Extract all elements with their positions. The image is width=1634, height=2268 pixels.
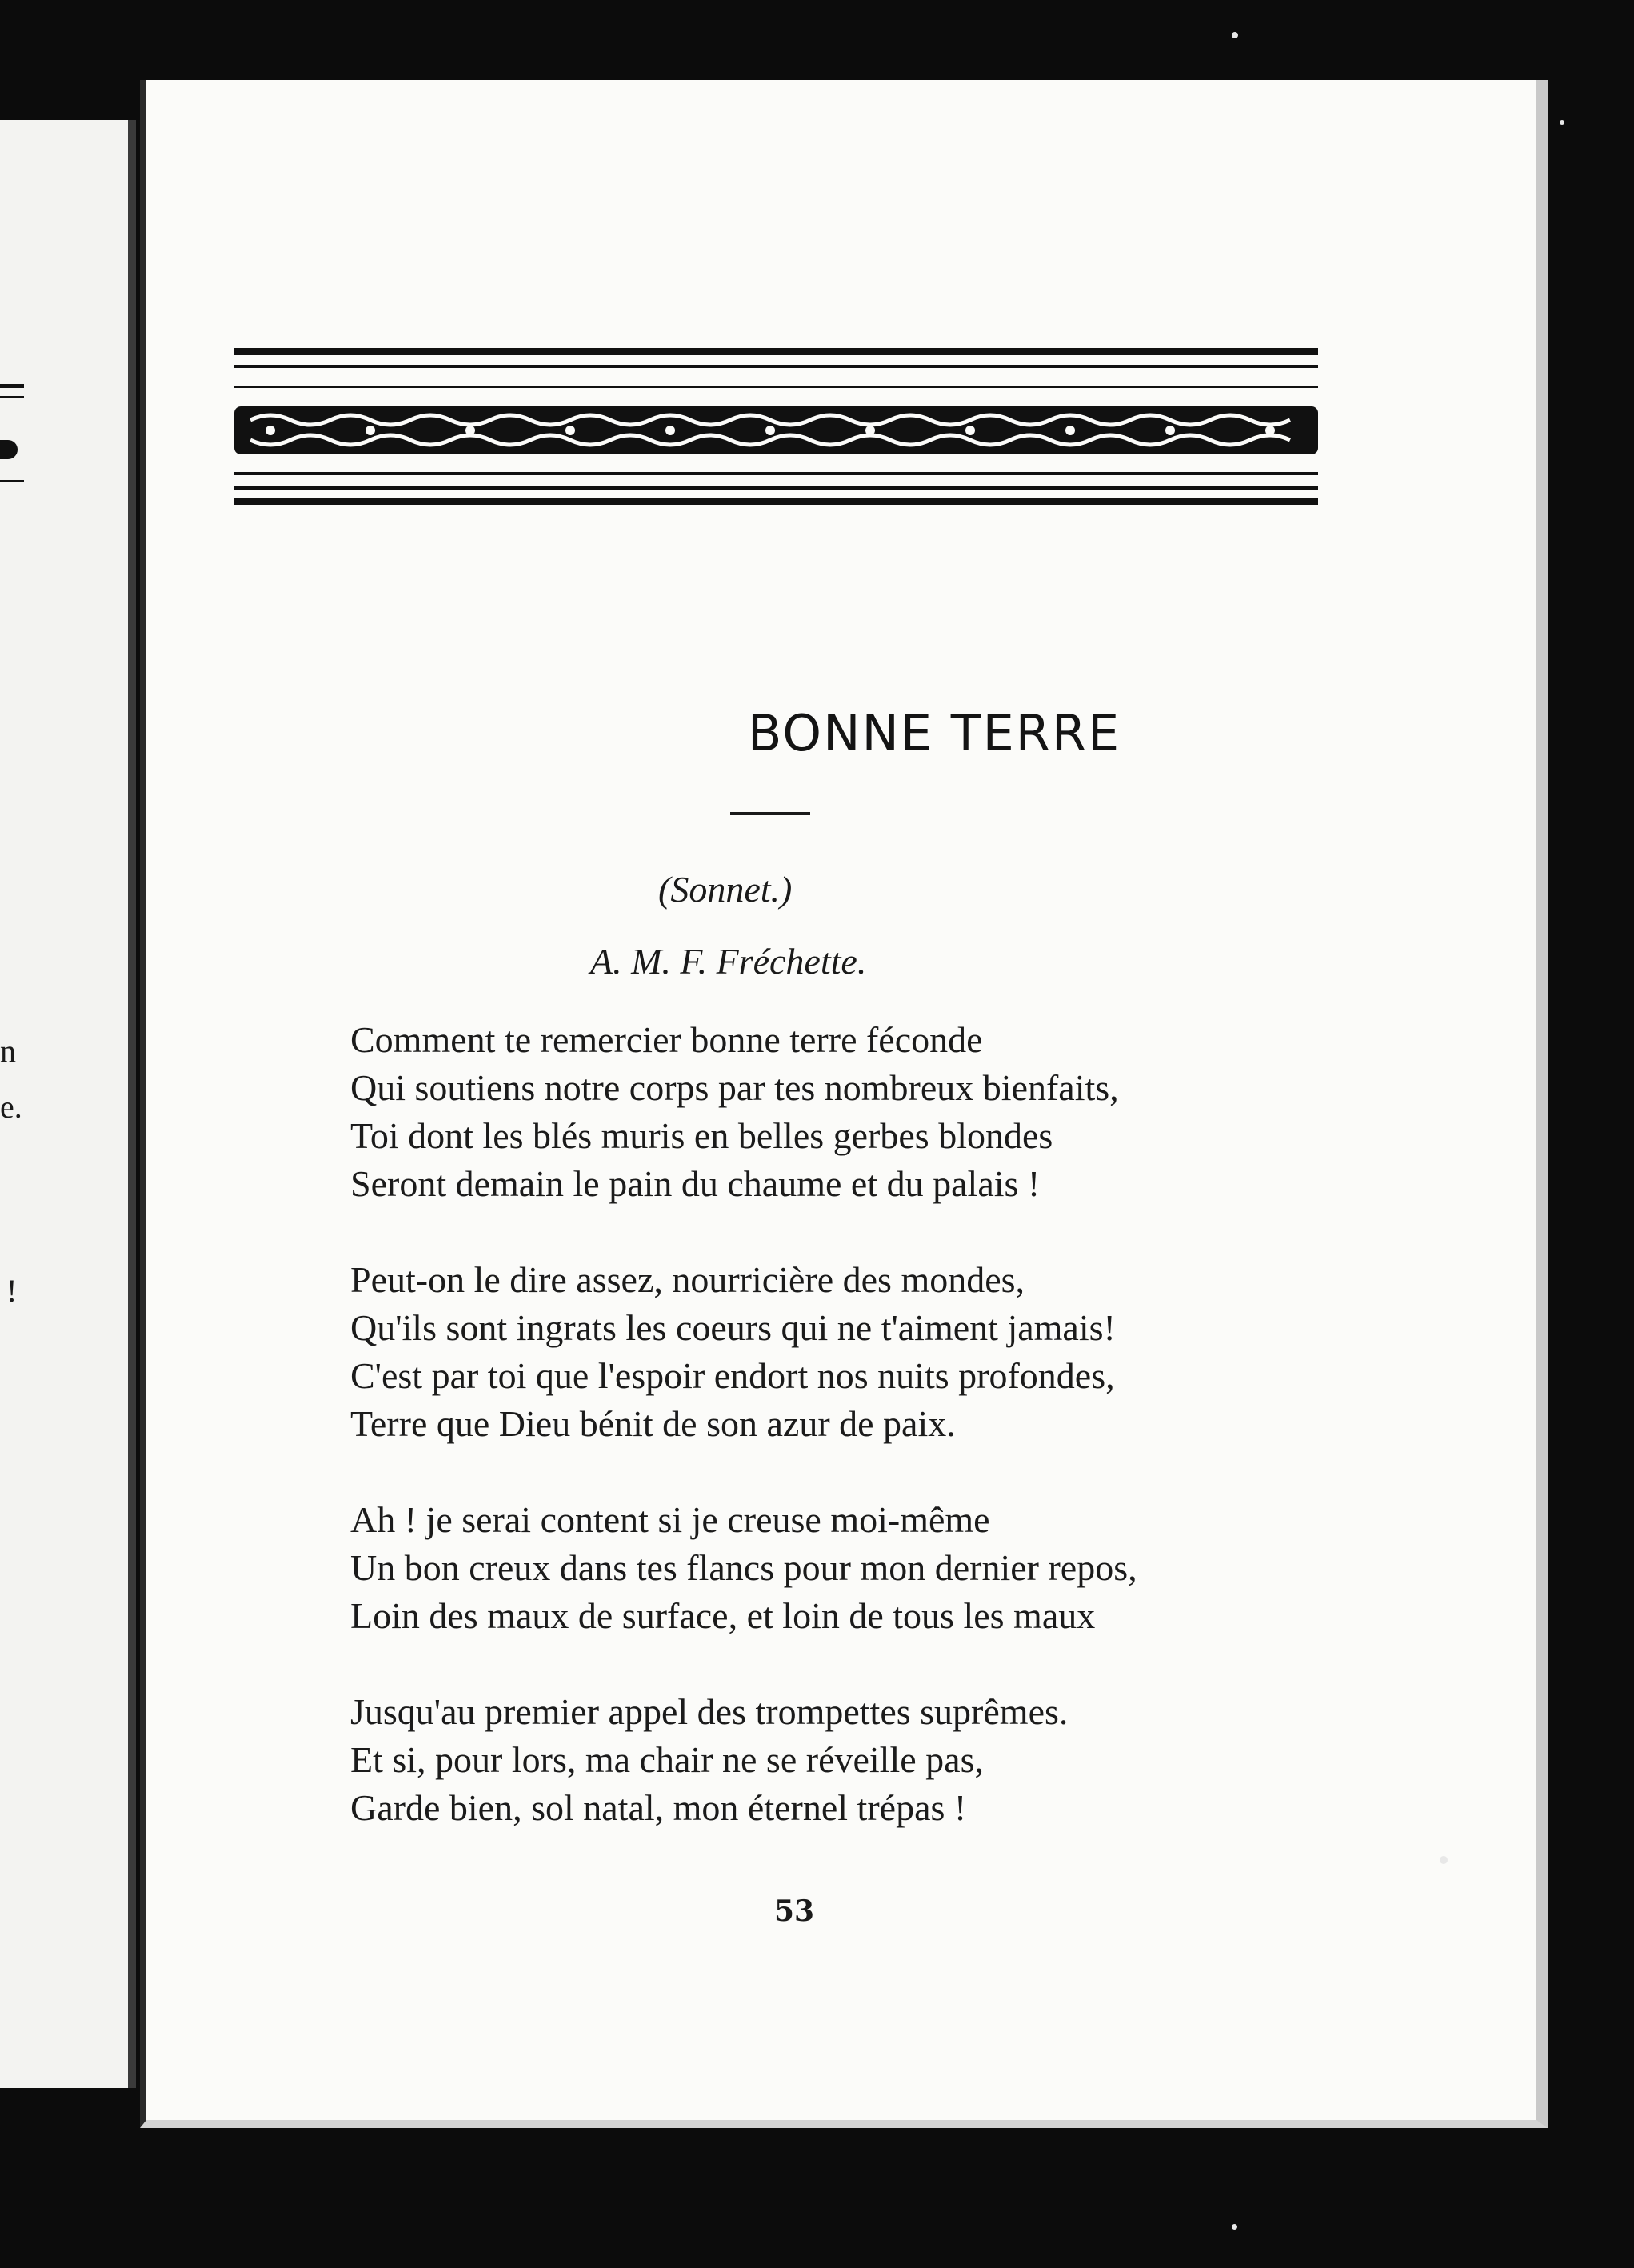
- ornament-rule-lower-thin: [234, 486, 1318, 490]
- verse-line: Garde bien, sol natal, mon éternel trépas !: [350, 1787, 967, 1828]
- verse-line: Et si, pour lors, ma chair ne se réveille pas,: [350, 1739, 984, 1780]
- poem-body: [350, 1016, 1470, 1880]
- left-text-fragment: e.: [0, 1089, 22, 1125]
- verse-line: Terre que Dieu bénit de son azur de paix.: [350, 1403, 956, 1444]
- scan-speck: [1560, 120, 1564, 125]
- left-ornament-rule: [0, 480, 24, 482]
- verse-line: Ah ! je serai content si je creuse moi-même: [350, 1499, 990, 1540]
- verse-line: Qui soutiens notre corps par tes nombreux bienfaits,: [350, 1067, 1119, 1108]
- verse-line: Jusqu'au premier appel des trompettes suprêmes.: [350, 1691, 1069, 1732]
- verse-line: Comment te remercier bonne terre féconde: [350, 1019, 983, 1060]
- verse-line: Un bon creux dans tes flancs pour mon dernier repos,: [350, 1547, 1137, 1588]
- verse-line: Peut-on le dire assez, nourricière des mondes,: [350, 1259, 1025, 1300]
- scan-speck: [1232, 32, 1238, 38]
- left-facing-page: [0, 120, 136, 2088]
- ornament-rule-upper: [234, 386, 1318, 388]
- verse-line: Seront demain le pain du chaume et du palais !: [350, 1163, 1041, 1204]
- left-text-fragment: n: [0, 1033, 16, 1069]
- page-number: 53: [774, 1894, 815, 1928]
- ornament-rule-bottom: [234, 498, 1318, 505]
- poem-form-label: (Sonnet.): [658, 869, 793, 910]
- book-page: [140, 80, 1548, 2128]
- poem-dedication: A. M. F. Fréchette.: [590, 941, 867, 982]
- ornament-rule-lower: [234, 472, 1318, 475]
- ornament-rule-top: [234, 348, 1318, 355]
- verse-line: Qu'ils sont ingrats les coeurs qui ne t'aiment jamais!: [350, 1307, 1116, 1348]
- stanza: [350, 1256, 1470, 1448]
- scan-speck: [1440, 1856, 1448, 1864]
- left-ornament-rule: [0, 396, 24, 398]
- stanza: [350, 1016, 1470, 1208]
- stanza: [350, 1688, 1470, 1832]
- left-ornament-fragment: [0, 440, 18, 459]
- left-ornament-rule: [0, 384, 24, 388]
- verse-line: C'est par toi que l'espoir endort nos nuits profondes,: [350, 1355, 1115, 1396]
- ornament-rule-top-thin: [234, 365, 1318, 368]
- scan-speck: [1232, 2224, 1237, 2230]
- verse-line: Loin des maux de surface, et loin de tous les maux: [350, 1595, 1096, 1636]
- stanza: [350, 1496, 1470, 1640]
- verse-line: Toi dont les blés muris en belles gerbes blondes: [350, 1115, 1053, 1156]
- title-divider: [730, 812, 810, 815]
- scroll-frieze: [234, 406, 1318, 454]
- left-text-fragment: !: [6, 1273, 18, 1309]
- decorative-header-band: [234, 344, 1318, 584]
- poem-title: BONNE TERRE: [747, 704, 1121, 762]
